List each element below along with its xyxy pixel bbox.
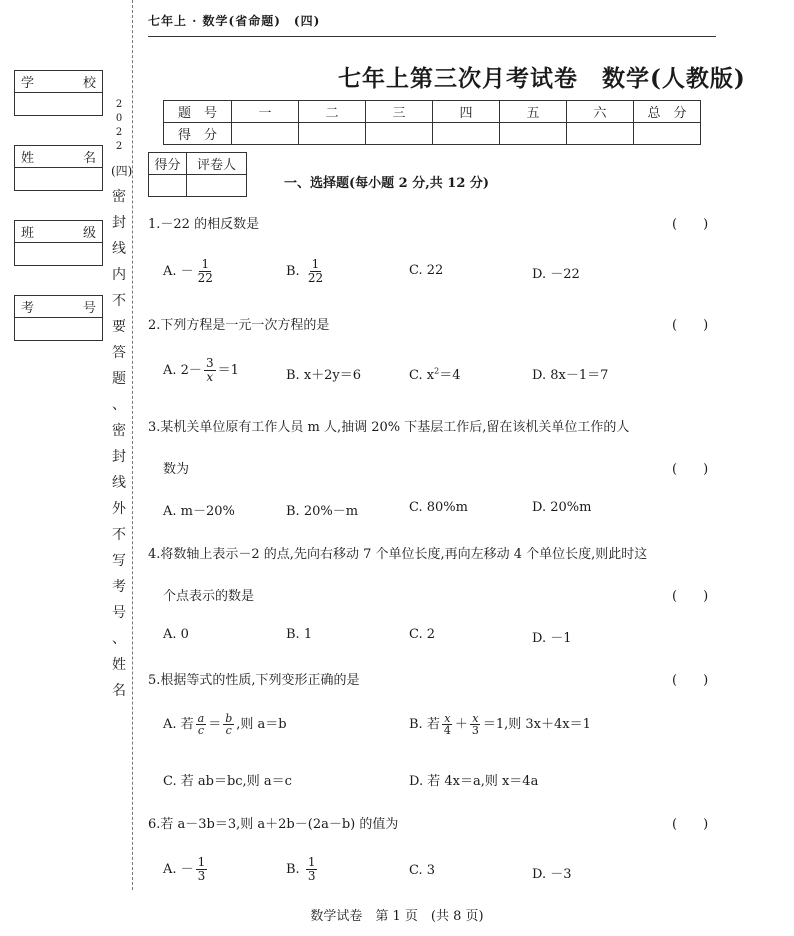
option-a[interactable]: A. m－20% — [163, 504, 235, 519]
exam-no-label: 考 号 — [15, 296, 102, 318]
score-header-cell: 一 — [232, 101, 299, 123]
option-d[interactable]: D. －1 — [532, 631, 572, 646]
question-stem: 6.若 a－3b＝3,则 a＋2b－(2a－b) 的值为 — [148, 817, 399, 832]
option-c[interactable]: C. 22 — [409, 263, 444, 278]
seal-char: 答 — [112, 345, 126, 361]
option-b[interactable]: B. 若 $\frac{x}{4}$ ＋ $\frac{x}{3}$ ＝1,则 3x＋4x＝1 — [409, 712, 591, 737]
grader-score-label: 得分 — [149, 153, 187, 175]
option-d[interactable]: D. 20%m — [532, 500, 592, 515]
seal-dashed-line — [132, 0, 133, 890]
grader-name-label: 评卷人 — [187, 153, 247, 175]
name-blank[interactable] — [15, 168, 102, 190]
header-rule — [148, 36, 716, 37]
score-header-cell: 二 — [299, 101, 366, 123]
score-table-score-row — [164, 123, 701, 145]
score-cell[interactable] — [299, 123, 366, 145]
option-b[interactable]: B. $\frac{1}{22}$ — [286, 257, 324, 285]
seal-char: 线 — [112, 475, 126, 491]
option-d[interactable]: D. －22 — [532, 267, 580, 282]
answer-paren[interactable]: ( ) — [672, 318, 709, 333]
seal-char: 、 — [112, 631, 126, 647]
vertical-year: 2 0 2 2 — [115, 99, 123, 152]
seal-char: 封 — [112, 449, 126, 465]
score-row-label: 得 分 — [164, 123, 232, 145]
page-footer: 数学试卷 第 1 页 (共 8 页) — [310, 909, 484, 924]
school-label: 学 校 — [15, 71, 102, 93]
option-d[interactable]: D. 8x－1＝7 — [532, 368, 609, 383]
score-header-cell: 六 — [567, 101, 634, 123]
seal-char: 写 — [112, 553, 126, 569]
score-cell[interactable] — [433, 123, 500, 145]
seal-char: 号 — [112, 605, 126, 621]
class-blank[interactable] — [15, 243, 102, 265]
score-cell[interactable] — [567, 123, 634, 145]
score-cell[interactable] — [366, 123, 433, 145]
section-title: 一、选择题(每小题 2 分,共 12 分) — [284, 176, 490, 191]
seal-char: 题 — [112, 371, 126, 387]
answer-paren[interactable]: ( ) — [672, 589, 709, 604]
seal-char: 、 — [112, 397, 126, 413]
score-table — [163, 100, 701, 145]
question-stem: 4.将数轴上表示－2 的点,先向右移动 7 个单位长度,再向左移动 4 个单位长度,则此时这 — [148, 547, 648, 562]
grader-name-cell[interactable] — [187, 175, 247, 197]
option-a[interactable]: A. － $\frac{1}{3}$ — [163, 855, 206, 883]
seal-char: 要 — [112, 319, 126, 335]
option-b[interactable]: B. 20%－m — [286, 504, 359, 519]
grader-score-cell[interactable] — [149, 175, 187, 197]
seal-char: 内 — [112, 267, 126, 283]
option-a[interactable]: A. － $\frac{1}{22}$ — [163, 257, 213, 285]
option-b[interactable]: B. 1 — [286, 627, 313, 642]
score-header-cell: 题 号 — [164, 101, 232, 123]
seal-char: 封 — [112, 215, 126, 231]
option-c[interactable]: C. 3 — [409, 863, 436, 878]
seal-char: 姓 — [112, 657, 126, 673]
option-b[interactable]: B. x＋2y＝6 — [286, 368, 362, 383]
option-d[interactable]: D. 若 4x＝a,则 x＝4a — [409, 774, 539, 789]
header-subject-tag: 七年上 · 数学(省命题) (四) — [148, 14, 321, 28]
seal-char: 密 — [112, 189, 126, 205]
score-cell[interactable] — [500, 123, 567, 145]
name-field[interactable] — [14, 145, 103, 191]
school-field[interactable] — [14, 70, 103, 116]
option-c[interactable]: C. 2 — [409, 627, 436, 642]
seal-char: 密 — [112, 423, 126, 439]
option-a[interactable]: A. 若 $\frac{a}{c}$ ＝ $\frac{b}{c}$ ,则 a＝b — [163, 712, 287, 737]
score-header-cell: 四 — [433, 101, 500, 123]
seal-char: 不 — [112, 293, 126, 309]
school-blank[interactable] — [15, 93, 102, 115]
seal-vertical-text — [111, 158, 133, 704]
class-field[interactable] — [14, 220, 103, 266]
seal-char: 外 — [112, 501, 126, 517]
option-d[interactable]: D. －3 — [532, 867, 572, 882]
option-c[interactable]: C. 若 ab＝bc,则 a＝c — [163, 774, 292, 789]
score-header-cell: 总 分 — [634, 101, 701, 123]
seal-char: (四) — [111, 164, 133, 178]
question-stem: 5.根据等式的性质,下列变形正确的是 — [148, 673, 360, 688]
option-a[interactable]: A. 2－ $\frac{3}{x}$ ＝1 — [163, 356, 239, 384]
question-stem: 1.－22 的相反数是 — [148, 217, 260, 232]
name-label: 姓 名 — [15, 146, 102, 168]
seal-char: 线 — [112, 241, 126, 257]
option-c[interactable]: C. 80%m — [409, 500, 468, 515]
question-stem-cont: 个点表示的数是 — [163, 589, 255, 604]
exam-no-field[interactable] — [14, 295, 103, 341]
score-cell[interactable] — [634, 123, 701, 145]
answer-paren[interactable]: ( ) — [672, 817, 709, 832]
option-c[interactable]: C. $x^2=4$ — [409, 366, 461, 383]
question-stem: 2.下列方程是一元一次方程的是 — [148, 318, 330, 333]
class-label: 班 级 — [15, 221, 102, 243]
question-stem-cont: 数为 — [163, 462, 190, 477]
question-stem: 3.某机关单位原有工作人员 m 人,抽调 20% 下基层工作后,留在该机关单位工作的人 — [148, 420, 630, 435]
seal-char: 不 — [112, 527, 126, 543]
answer-paren[interactable]: ( ) — [672, 217, 709, 232]
seal-char: 考 — [112, 579, 126, 595]
option-a[interactable]: A. 0 — [163, 627, 189, 642]
score-header-cell: 三 — [366, 101, 433, 123]
seal-char: 名 — [112, 683, 126, 699]
answer-paren[interactable]: ( ) — [672, 462, 709, 477]
score-header-cell: 五 — [500, 101, 567, 123]
grader-table — [148, 152, 247, 197]
exam-no-blank[interactable] — [15, 318, 102, 340]
score-cell[interactable] — [232, 123, 299, 145]
answer-paren[interactable]: ( ) — [672, 673, 709, 688]
option-b[interactable]: B. $\frac{1}{3}$ — [286, 855, 316, 883]
page-title: 七年上第三次月考试卷 数学(人教版) — [338, 65, 746, 92]
score-table-header-row — [164, 101, 701, 123]
